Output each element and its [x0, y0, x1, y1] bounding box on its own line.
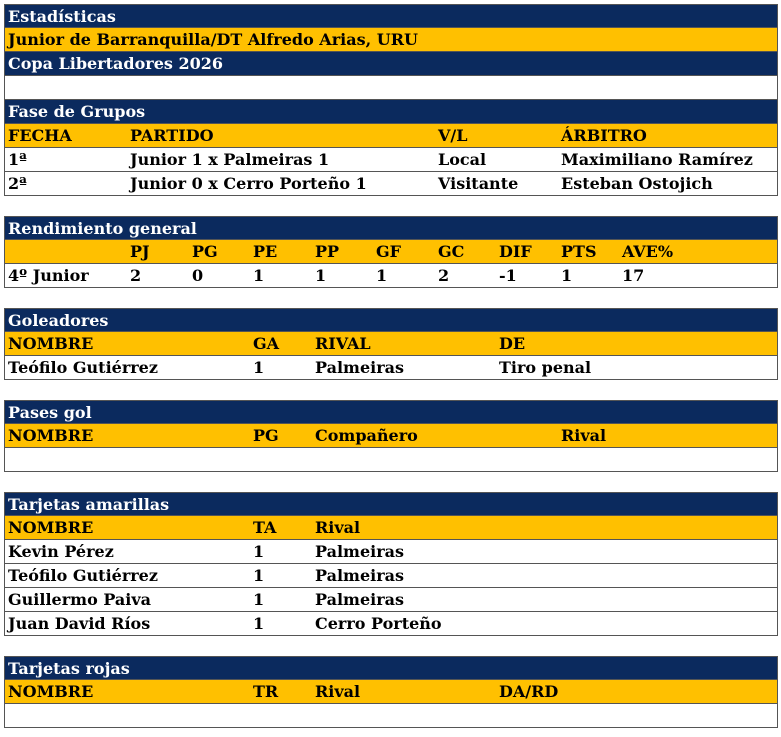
column-header: Rival	[315, 518, 361, 537]
section-title-assists	[4, 400, 778, 424]
table-cell: Junior 1 x Palmeiras 1	[130, 150, 330, 169]
table-cell: Maximiliano Ramírez	[561, 150, 753, 169]
column-header: RIVAL	[315, 334, 371, 353]
table-cell: 1	[253, 542, 265, 561]
table-cell: Juan David Ríos	[8, 614, 151, 633]
section-gap	[4, 380, 778, 400]
table-row	[4, 612, 778, 636]
section-title: Tarjetas rojas	[8, 659, 130, 678]
table-cell: 2ª	[8, 174, 27, 193]
column-header: GF	[376, 242, 402, 261]
table-cell: Cerro Porteño	[315, 614, 442, 633]
table-cell: 1	[253, 566, 265, 585]
table-cell: 2	[130, 266, 142, 285]
competition-row	[4, 52, 778, 76]
scorers-header	[4, 332, 778, 356]
sheet-title: Estadísticas	[8, 7, 116, 26]
table-cell: 1ª	[8, 150, 27, 169]
table-cell: Palmeiras	[315, 542, 405, 561]
table-cell: Guillermo Paiva	[8, 590, 152, 609]
table-row	[4, 148, 778, 172]
table-cell: Teófilo Gutiérrez	[8, 358, 158, 377]
section-title: Pases gol	[8, 403, 92, 422]
column-header: GC	[438, 242, 465, 261]
column-header: NOMBRE	[8, 682, 94, 701]
table-cell: 0	[192, 266, 204, 285]
column-header: Rival	[315, 682, 361, 701]
section-title-red-cards	[4, 656, 778, 680]
section-title-performance	[4, 216, 778, 240]
column-header: NOMBRE	[8, 518, 94, 537]
table-cell: Visitante	[438, 174, 519, 193]
column-header: PG	[253, 426, 279, 445]
column-header: DIF	[499, 242, 532, 261]
column-header: Compañero	[315, 426, 418, 445]
column-header: PJ	[130, 242, 150, 261]
section-title: Fase de Grupos	[8, 102, 146, 121]
table-cell: 17	[622, 266, 645, 285]
column-header: V/L	[438, 126, 468, 145]
table-cell: Esteban Ostojich	[561, 174, 713, 193]
column-header: PG	[192, 242, 218, 261]
table-cell: Palmeiras	[315, 358, 405, 377]
column-header: GA	[253, 334, 280, 353]
table-cell: -1	[499, 266, 517, 285]
section-gap	[4, 472, 778, 492]
yellow-cards-header	[4, 516, 778, 540]
table-row	[4, 264, 778, 288]
section-title: Goleadores	[8, 311, 109, 330]
column-header: TR	[253, 682, 279, 701]
team-row	[4, 28, 778, 52]
performance-header	[4, 240, 778, 264]
table-row	[4, 588, 778, 612]
table-row	[4, 356, 778, 380]
column-header: NOMBRE	[8, 426, 94, 445]
table-cell: 1	[561, 266, 573, 285]
table-row	[4, 172, 778, 196]
table-cell: 2	[438, 266, 450, 285]
table-cell: 1	[315, 266, 327, 285]
column-header: DE	[499, 334, 526, 353]
empty-row	[4, 76, 778, 100]
group-stage-header	[4, 124, 778, 148]
column-header: PP	[315, 242, 340, 261]
sheet-title-row	[4, 4, 778, 28]
column-header: AVE%	[622, 242, 674, 261]
table-row	[4, 564, 778, 588]
section-title-yellow-cards	[4, 492, 778, 516]
table-cell: Palmeiras	[315, 566, 405, 585]
table-cell: 1	[253, 614, 265, 633]
team-name: Junior de Barranquilla/DT Alfredo Arias, URU	[8, 30, 418, 49]
table-cell: Tiro penal	[499, 358, 592, 377]
red-cards-header	[4, 680, 778, 704]
section-title-scorers	[4, 308, 778, 332]
column-header: PTS	[561, 242, 597, 261]
section-title-group-stage	[4, 100, 778, 124]
table-cell: Local	[438, 150, 487, 169]
empty-table-row	[4, 448, 778, 472]
table-cell: Junior 0 x Cerro Porteño 1	[130, 174, 367, 193]
column-header: DA/RD	[499, 682, 559, 701]
section-gap	[4, 636, 778, 656]
competition-name: Copa Libertadores 2026	[8, 54, 223, 73]
section-gap	[4, 288, 778, 308]
column-header: PE	[253, 242, 278, 261]
column-header: NOMBRE	[8, 334, 94, 353]
column-header: TA	[253, 518, 277, 537]
empty-table-row	[4, 704, 778, 728]
table-row	[4, 540, 778, 564]
column-header: FECHA	[8, 126, 72, 145]
table-cell: 1	[253, 358, 265, 377]
assists-header	[4, 424, 778, 448]
table-cell: 1	[253, 590, 265, 609]
column-header: ÁRBITRO	[561, 126, 647, 145]
section-title: Rendimiento general	[8, 219, 197, 238]
table-cell: Kevin Pérez	[8, 542, 114, 561]
table-cell: 1	[253, 266, 265, 285]
table-cell: Teófilo Gutiérrez	[8, 566, 158, 585]
column-header: Rival	[561, 426, 607, 445]
stats-sheet	[4, 4, 778, 728]
table-cell: 4º Junior	[8, 266, 89, 285]
table-cell: 1	[376, 266, 388, 285]
section-gap	[4, 196, 778, 216]
column-header: PARTIDO	[130, 126, 214, 145]
section-title: Tarjetas amarillas	[8, 495, 170, 514]
table-cell: Palmeiras	[315, 590, 405, 609]
